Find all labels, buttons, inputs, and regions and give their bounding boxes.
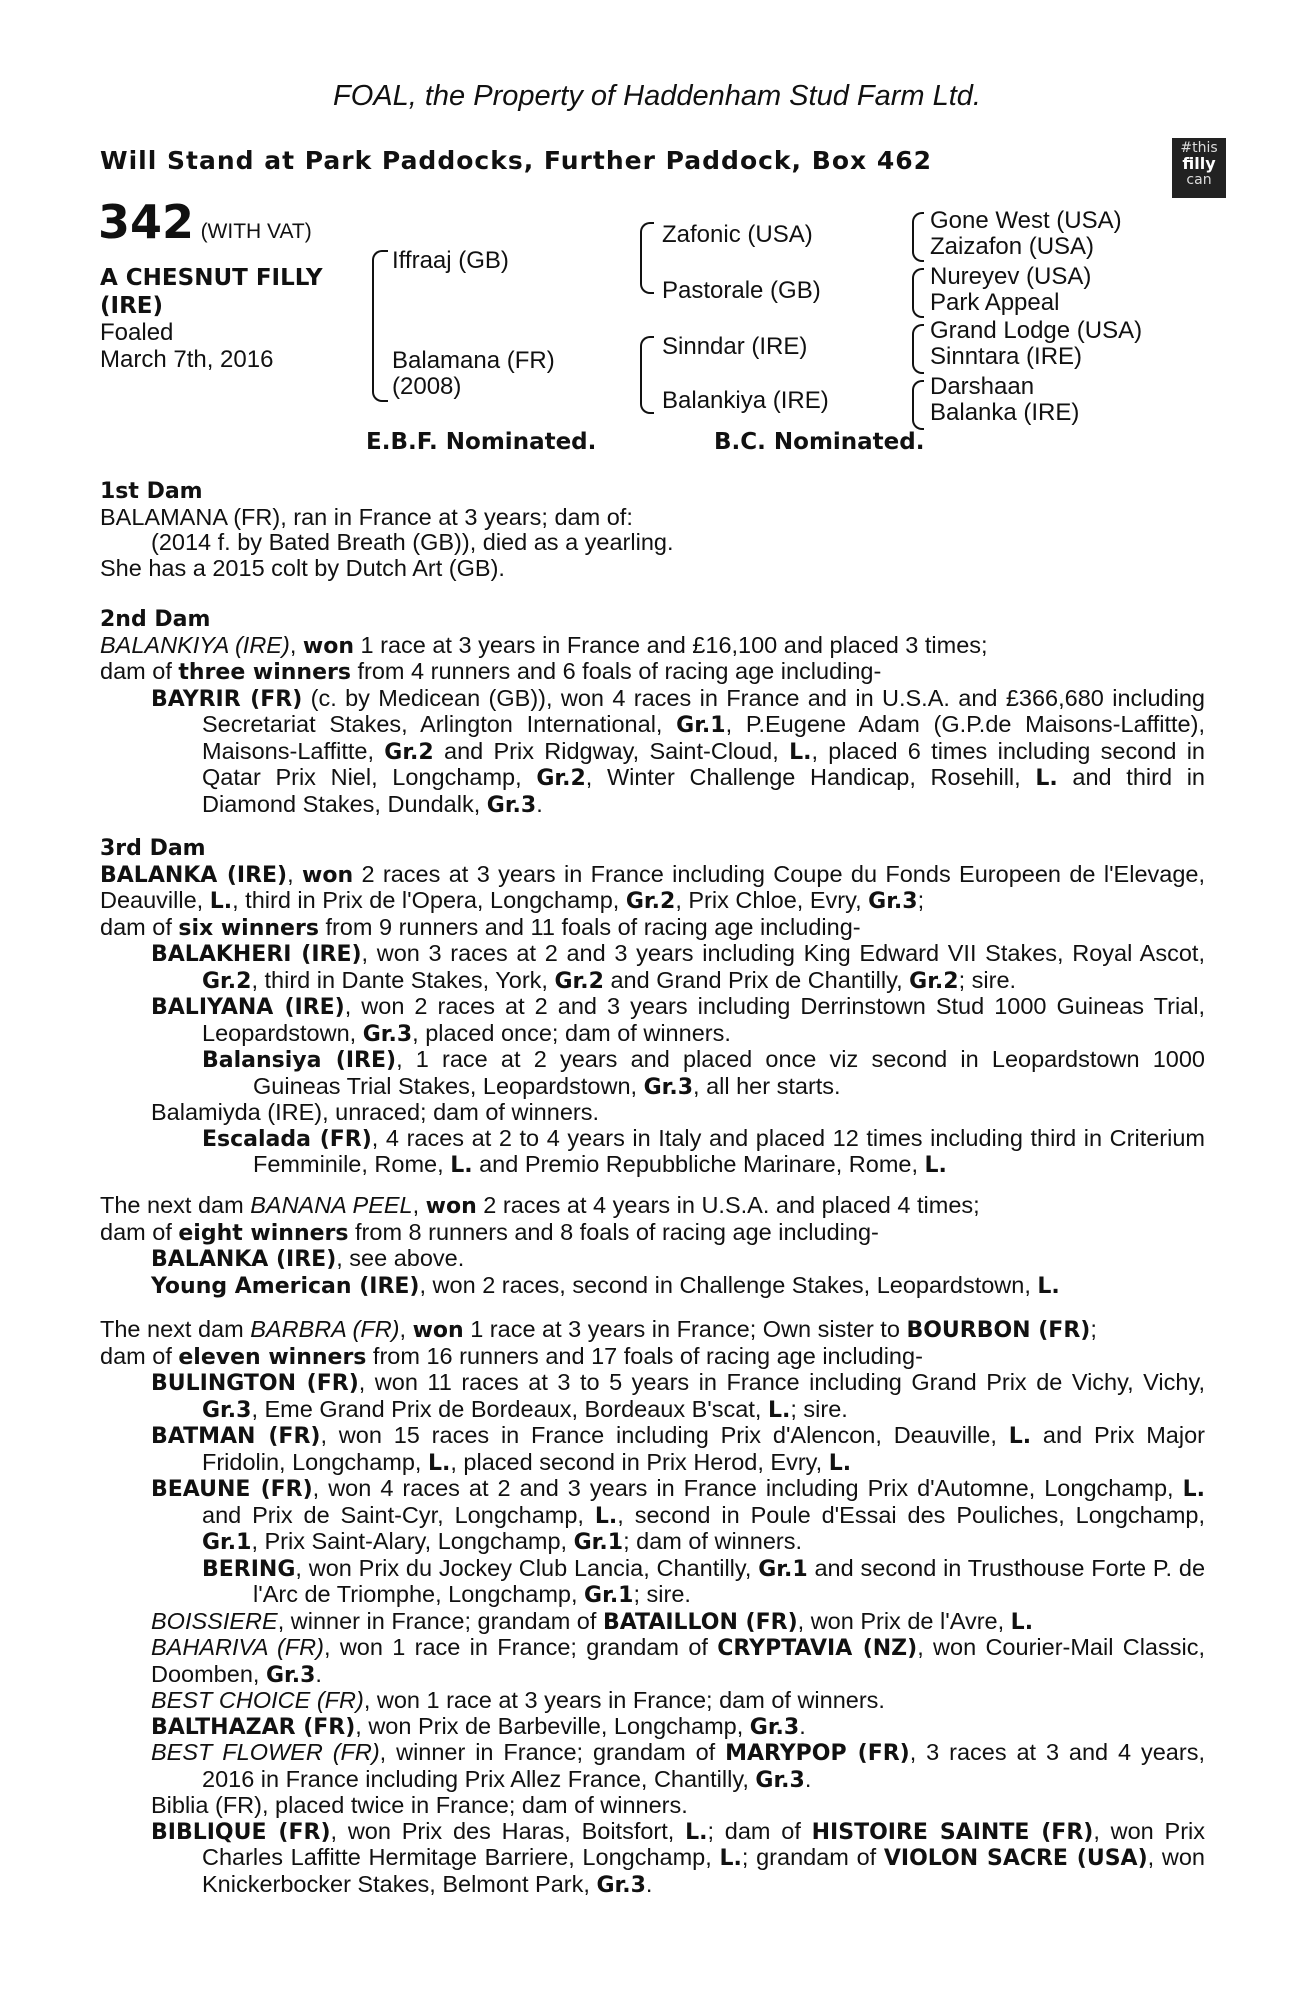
horse-name: BALANKA (IRE) (151, 1247, 337, 1272)
grade: L. (828, 1450, 852, 1476)
dam-name: BALANKA (IRE) (100, 862, 288, 888)
dam-granddam-sire: Darshaan (930, 373, 1035, 400)
pedigree-brace-3d (912, 380, 924, 430)
progeny-entry (100, 1740, 1205, 1793)
progeny-entry (100, 1476, 1205, 1556)
grandsire-sire: Gone West (USA) (930, 207, 1122, 234)
text: , won 2 races at 2 and 3 years including Derrinstown Stud 1000 Guineas Trial, Leopardstown, (202, 993, 1205, 1046)
text: , (399, 1316, 413, 1342)
text: dam of (100, 658, 179, 684)
progeny-entry (100, 994, 1205, 1047)
text: . (536, 790, 543, 817)
grade: Gr.3 (749, 1714, 800, 1740)
sire: Iffraaj (GB) (392, 247, 509, 274)
text: The next dam (100, 1192, 251, 1218)
text: and Prix Ridgway, Saint-Cloud, (433, 737, 790, 764)
text: dam of (100, 1342, 179, 1369)
text: , won Knickerbocker Stakes, Belmont Park, (202, 1844, 1205, 1897)
text: , placed second in Prix Herod, Evry, (450, 1448, 829, 1475)
progeny-entry (100, 1819, 1205, 1899)
dam: Balamana (FR) (392, 347, 555, 374)
bc-nominated: B.C. Nominated. (714, 429, 925, 455)
second-dam-line (100, 633, 1205, 660)
page-title: FOAL, the Property of Haddenham Stud Farm Ltd. (333, 80, 981, 112)
text: , won 3 races at 2 and 3 years including King Edward VII Stakes, Royal Ascot, (361, 940, 1205, 966)
grade: L. (1182, 1477, 1205, 1502)
lot-origin: (IRE) (100, 293, 164, 319)
horse-name: BAYRIR (FR) (151, 686, 303, 712)
text: , won 2 races, second in Challenge Stakes, Leopardstown, (419, 1271, 1038, 1298)
text: , 4 races at 2 to 4 years in Italy and placed 12 times including third in Criterium Femminile, Rome, (253, 1124, 1205, 1177)
grade: Gr.3 (486, 792, 537, 818)
progeny-entry (100, 1556, 1205, 1609)
third-dam-line (100, 862, 1205, 915)
grandsire-dam: Zaizafon (USA) (930, 233, 1095, 260)
progeny-entry (100, 1609, 1205, 1636)
text: . (315, 1660, 322, 1687)
first-dam-foal: (2014 f. by Bated Breath (GB)), died as a yearling. (151, 529, 674, 555)
grade: L. (789, 739, 812, 765)
text: ; dam of winners. (623, 1528, 802, 1554)
horse-name: BAHARIVA (FR) (151, 1634, 324, 1660)
grade: Gr.2 (625, 889, 676, 914)
text: dam of (100, 1218, 179, 1245)
text: , won 11 races at 3 to 5 years in France including Grand Prix de Vichy, Vichy, (358, 1369, 1206, 1395)
progeny-entry (100, 1370, 1205, 1423)
text: and Grand Prix de Chantilly, (603, 966, 910, 993)
text: , won Prix des Haras, Boitsfort, (330, 1817, 686, 1844)
won-label: won (412, 1318, 464, 1343)
grade: Gr.1 (584, 1583, 634, 1608)
progeny-entry (100, 941, 1205, 994)
horse-name: BATMAN (FR) (151, 1424, 321, 1449)
grade: Gr.2 (384, 739, 434, 765)
hashtag-badge (1172, 138, 1226, 198)
text: , won Prix du Jockey Club Lancia, Chantilly, (295, 1554, 759, 1581)
third-dam-section (100, 836, 1205, 1179)
grade: L. (594, 1503, 618, 1529)
vat-note: (WITH VAT) (200, 220, 312, 243)
text: and third in Diamond Stakes, Dundalk, (202, 764, 1205, 817)
third-dam-heading: 3rd Dam (100, 836, 206, 861)
horse-name: BOURBON (FR) (906, 1318, 1091, 1343)
text: (c. by Medicean (GB)), won 4 races in France and in U.S.A. and £366,680 including Secretariat Stakes, Arlington International, (202, 684, 1205, 737)
dam-dam: Balankiya (IRE) (662, 387, 829, 414)
third-dam-produce (100, 915, 1205, 942)
text: ; (917, 887, 925, 913)
text: ; sire. (633, 1581, 691, 1607)
text: 1 race at 3 years in France; Own sister to (463, 1316, 907, 1342)
first-dam-line: BALAMANA (FR), ran in France at 3 years; dam of: (100, 503, 633, 530)
horse-name: HISTOIRE SAINTE (FR) (811, 1819, 1094, 1845)
text: , won 4 races at 2 and 3 years in France including Prix d'Automne, Longchamp, (312, 1475, 1183, 1501)
text: , all her starts. (693, 1072, 841, 1099)
badge-line-1: #this (1180, 140, 1218, 156)
lot-number: 342 (98, 195, 195, 249)
text: . (645, 1870, 653, 1897)
text: from 4 runners and 6 foals of racing age including- (350, 658, 882, 684)
text: , won 1 race at 3 years in France; dam of winners. (363, 1687, 885, 1713)
text: , second in Poule d'Essai des Pouliches, Longchamp, (617, 1501, 1205, 1528)
dam-granddam-dam: Balanka (IRE) (930, 399, 1080, 426)
horse-name: Young American (IRE) (151, 1273, 420, 1299)
pedigree-brace-1 (372, 250, 388, 402)
horse-name: BOISSIERE (151, 1607, 278, 1634)
horse-name: BIBLIQUE (FR) (151, 1819, 331, 1845)
sire-sire: Zafonic (USA) (662, 221, 813, 248)
won-label: won (425, 1194, 477, 1219)
progeny-entry (100, 1273, 1205, 1300)
next-dam-line (100, 1193, 1205, 1220)
horse-name: BALAKHERI (IRE) (151, 942, 362, 967)
text: ; (1090, 1316, 1097, 1342)
text: , Prix Saint-Alary, Longchamp, (251, 1528, 574, 1554)
text: 2 races at 3 years in France including Coupe du Fonds Europeen de l'Elevage, Deauville, (100, 860, 1206, 913)
horse-name: CRYPTAVIA (NZ) (717, 1636, 918, 1661)
pedigree-brace-2b (640, 336, 654, 414)
text: , won 1 race in France; grandam of (323, 1634, 718, 1660)
text: , (287, 860, 302, 887)
horse-name: BALIYANA (IRE) (151, 995, 345, 1020)
grade: Gr.3 (755, 1767, 805, 1793)
text: , (412, 1192, 426, 1218)
text: , winner in France; grandam of (379, 1739, 726, 1765)
foaled-label: Foaled (100, 319, 174, 346)
grade: Gr.2 (202, 968, 252, 994)
text: 2 races at 4 years in U.S.A. and placed 4 times; (476, 1192, 980, 1218)
first-dam-heading: 1st Dam (100, 479, 203, 504)
text: , Eme Grand Prix de Bordeaux, Bordeaux B'scat, (251, 1395, 768, 1422)
lot-number-line (98, 195, 312, 249)
progeny-entry: Biblia (FR), placed twice in France; dam of winners. (151, 1792, 688, 1818)
progeny-entry: Balamiyda (IRE), unraced; dam of winners. (151, 1099, 599, 1125)
text: , Winter Challenge Handicap, Rosehill, (585, 764, 1036, 790)
text: dam of (100, 913, 179, 940)
first-dam-section (100, 479, 1205, 581)
dam-grandsire-sire: Grand Lodge (USA) (930, 317, 1143, 344)
next-dam-line (100, 1317, 1205, 1344)
grade: Gr.2 (536, 766, 586, 791)
horse-name: VIOLON SACRE (USA) (883, 1846, 1148, 1871)
text: , 3 races at 3 and 4 years, 2016 in France including Prix Allez France, Chantilly, (202, 1739, 1205, 1792)
grade: Gr.2 (554, 968, 604, 994)
text: , (289, 631, 297, 658)
next-dam-section-2 (100, 1317, 1205, 1898)
grade: L. (719, 1846, 742, 1871)
progeny-entry (100, 1047, 1205, 1100)
dam-grandsire-dam: Sinntara (IRE) (930, 343, 1083, 370)
grade: Gr.3 (202, 1397, 252, 1423)
second-dam-heading: 2nd Dam (100, 607, 211, 632)
first-dam-note: She has a 2015 colt by Dutch Art (GB). (100, 554, 505, 581)
foaled-date: March 7th, 2016 (100, 346, 274, 373)
grade: Gr.3 (362, 1021, 413, 1047)
grade: Gr.3 (643, 1074, 694, 1100)
text: ; dam of (707, 1817, 812, 1844)
won-label: won (302, 862, 354, 888)
text: ; sire. (958, 966, 1017, 993)
text: and Prix Major Fridolin, Longchamp, (202, 1422, 1205, 1475)
dam-name: BARBRA (FR) (250, 1316, 400, 1342)
text: and Premio Repubbliche Marinare, Rome, (472, 1151, 925, 1177)
grade: L. (450, 1153, 473, 1178)
grade: Gr.1 (758, 1556, 808, 1582)
progeny-entry (100, 1635, 1205, 1688)
grade: Gr.2 (909, 968, 959, 994)
text: , placed once; dam of winners. (412, 1019, 731, 1046)
text: , won Courier-Mail Classic, Doomben, (151, 1634, 1206, 1687)
badge-line-3: can (1186, 172, 1212, 188)
progeny-entry (100, 686, 1205, 819)
horse-name: MARYPOP (FR) (725, 1741, 910, 1766)
text: . (804, 1765, 812, 1792)
granddam-sire: Nureyev (USA) (930, 263, 1092, 290)
text: and Prix de Saint-Cyr, Longchamp, (202, 1501, 595, 1528)
horse-name: Balansiya (IRE) (202, 1048, 397, 1073)
dam-sire: Sinndar (IRE) (662, 333, 808, 360)
grade: L. (1037, 1273, 1060, 1299)
text: The next dam (100, 1316, 251, 1342)
text: , won Prix Charles Laffitte Hermitage Barriere, Longchamp, (202, 1817, 1205, 1870)
lot-description: A CHESNUT FILLY (100, 265, 323, 291)
horse-name: BEST CHOICE (FR) (151, 1687, 364, 1713)
winners-count: three winners (178, 660, 351, 685)
horse-name: BERING (202, 1556, 296, 1582)
granddam-dam: Park Appeal (930, 289, 1060, 316)
text: from 8 runners and 8 foals of racing age including- (348, 1218, 879, 1245)
grade: L. (1035, 766, 1058, 791)
grade: Gr.3 (596, 1872, 646, 1898)
winners-count: six winners (178, 915, 319, 941)
pedigree-brace-3a (912, 212, 924, 262)
progeny-entry (100, 1423, 1205, 1476)
horse-name: Escalada (FR) (202, 1126, 372, 1152)
grade: L. (209, 889, 233, 914)
sire-dam: Pastorale (GB) (662, 277, 821, 304)
pedigree-brace-3b (912, 268, 924, 318)
progeny-entry (100, 1688, 1205, 1714)
next-dam-produce (100, 1220, 1205, 1247)
text: , won Prix de Barbeville, Longchamp, (355, 1712, 750, 1739)
text: , third in Dante Stakes, York, (251, 966, 555, 993)
progeny-entry (100, 1126, 1205, 1179)
ebf-nominated: E.B.F. Nominated. (366, 429, 597, 455)
progeny-entry (100, 1714, 1205, 1741)
text: , won Prix de l'Avre, (797, 1607, 1011, 1634)
second-dam-section (100, 607, 1205, 818)
grade: L. (1008, 1424, 1032, 1449)
pedigree-brace-3c (912, 324, 924, 374)
won-label: won (302, 633, 354, 659)
second-dam-produce (100, 659, 1205, 686)
horse-name: BATAILLON (FR) (602, 1609, 798, 1635)
badge-line-2: filly (1182, 154, 1216, 173)
text: , 1 race at 2 years and placed once viz second in Leopardstown 1000 Guineas Trial Stakes, Leopardstown, (253, 1046, 1205, 1099)
grade: Gr.1 (202, 1530, 252, 1555)
grade: L. (1010, 1609, 1034, 1635)
text: , won 15 races in France including Prix d'Alencon, Deauville, (320, 1422, 1009, 1448)
dam-name: BALANKIYA (IRE) (100, 631, 290, 658)
text: , placed 6 times including second in Qatar Prix Niel, Longchamp, (202, 737, 1205, 790)
text: from 16 runners and 17 foals of racing age including- (366, 1342, 923, 1369)
winners-count: eight winners (178, 1220, 349, 1246)
horse-name: BEST FLOWER (FR) (151, 1739, 380, 1765)
text: ; sire. (790, 1395, 848, 1422)
text: 1 race at 3 years in France and £16,100 and placed 3 times; (353, 631, 988, 658)
progeny-entry (100, 1246, 1205, 1273)
grade: L. (924, 1153, 947, 1178)
text: ; grandam of (741, 1844, 884, 1870)
grade: Gr.3 (265, 1662, 316, 1688)
grade: Gr.3 (868, 889, 918, 914)
text: , winner in France; grandam of (277, 1607, 603, 1634)
stand-location: Will Stand at Park Paddocks, Further Paddock, Box 462 (100, 146, 933, 175)
pedigree-brace-2a (640, 222, 654, 294)
next-dam-section-1 (100, 1193, 1205, 1299)
text: , see above. (336, 1245, 465, 1271)
horse-name: BALTHAZAR (FR) (151, 1714, 356, 1740)
text: , P.Eugene Adam (G.P.de Maisons-Laffitte), Maisons-Laffitte, (202, 711, 1205, 764)
grade: L. (685, 1819, 708, 1845)
grade: Gr.1 (676, 713, 726, 738)
dam-year: (2008) (392, 373, 462, 400)
text: , third in Prix de l'Opera, Longchamp, (232, 887, 626, 913)
horse-name: BULINGTON (FR) (151, 1371, 359, 1396)
next-dam-produce (100, 1344, 1205, 1371)
text: . (799, 1712, 806, 1739)
text: from 9 runners and 11 foals of racing age including- (318, 913, 861, 940)
grade: Gr.1 (573, 1530, 624, 1555)
text: , Prix Chloe, Evry, (675, 887, 869, 913)
grade: L. (767, 1397, 791, 1423)
dam-name: BANANA PEEL (250, 1192, 413, 1218)
text: and second in Trusthouse Forte P. de l'Arc de Triomphe, Longchamp, (253, 1554, 1206, 1607)
grade: L. (427, 1450, 451, 1476)
winners-count: eleven winners (178, 1344, 367, 1370)
horse-name: BEAUNE (FR) (151, 1477, 313, 1502)
